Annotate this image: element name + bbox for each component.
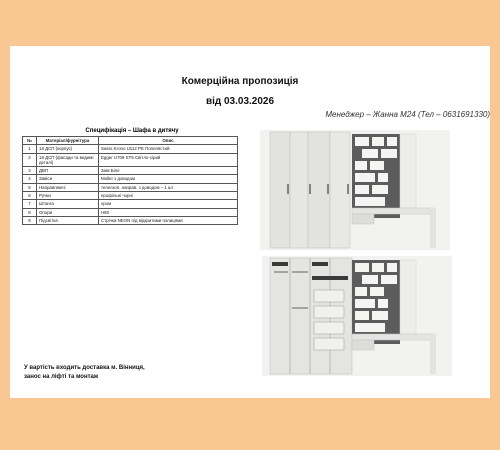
- closed-open-shelves: [352, 134, 416, 218]
- row-desc: хром: [99, 200, 238, 208]
- wardrobe-open-render: [262, 256, 452, 376]
- row-num: 8: [23, 208, 37, 216]
- side-cabinet: [400, 134, 416, 208]
- row-desc: H80: [99, 208, 238, 216]
- row-material: Підсвітка: [37, 216, 99, 224]
- row-num: 7: [23, 200, 37, 208]
- desk-leg: [430, 208, 436, 248]
- manager-contact: Менеджер – Жанна М24 (Тел – 0631691330): [325, 110, 490, 119]
- closed-doors: [270, 132, 350, 248]
- document-date: від 03.03.2026: [205, 96, 275, 107]
- desk-top: [352, 208, 434, 214]
- door-1: [270, 132, 290, 248]
- wardrobe-closed-render: [260, 130, 450, 250]
- row-num: 5: [23, 183, 37, 191]
- desk-leg: [430, 334, 436, 374]
- row-material: 18 ДСП (фасади та видимі деталі): [37, 153, 99, 167]
- row-desc: Стрічка NEON під відкритими полицями: [99, 216, 238, 224]
- spec-title: Специфікація – Шафа в дитячу: [85, 128, 179, 134]
- row-num: 9: [23, 216, 37, 224]
- door-2: [290, 132, 308, 248]
- header-num: №: [23, 137, 37, 145]
- footer-line: У вартість входить доставка м. Вінниця,: [24, 365, 145, 371]
- side-cabinet: [400, 260, 416, 334]
- row-material: Ручки: [37, 191, 99, 199]
- row-num: 1: [23, 145, 37, 153]
- header-desc: Опис: [99, 137, 238, 145]
- hanging-rail-shelf: [272, 262, 288, 266]
- drawer-box: [314, 322, 344, 334]
- row-desc: Egger U708 ST9 Світло-сірий: [99, 153, 238, 167]
- row-desc: профільні чорні: [99, 191, 238, 199]
- document-title: Комерційна пропозиція: [181, 76, 299, 87]
- row-desc: Muller з доводом: [99, 175, 238, 183]
- open-carcass: [270, 258, 352, 374]
- row-material: Направляючі: [37, 183, 99, 191]
- desk-drawer: [352, 214, 374, 224]
- desk-drawer: [352, 340, 374, 350]
- drawer-box: [314, 338, 344, 350]
- row-desc: Swiss Krono U112 PE Попелястий: [99, 145, 238, 153]
- row-desc: 3мм Біле: [99, 167, 238, 175]
- row-material: Штанга: [37, 200, 99, 208]
- row-material: ДВП: [37, 167, 99, 175]
- row-material: Опори: [37, 208, 99, 216]
- drawer-box: [314, 290, 344, 302]
- open-render-shelves: [352, 260, 416, 344]
- row-num: 3: [23, 167, 37, 175]
- row-desc: телескоп. направ. з доводом – 1 шт: [99, 183, 238, 191]
- row-num: 2: [23, 153, 37, 167]
- row-material: 18 ДСП (корпус): [37, 145, 99, 153]
- footer-line: занос на ліфті та монтаж: [24, 374, 99, 381]
- door-3: [308, 132, 330, 248]
- row-num: 6: [23, 191, 37, 199]
- header-material: Матеріал/фурнітура: [37, 137, 99, 145]
- drawer-box: [314, 306, 344, 318]
- row-material: Завіси: [37, 175, 99, 183]
- row-num: 4: [23, 175, 37, 183]
- desk-top: [352, 334, 434, 340]
- door-4: [330, 132, 350, 248]
